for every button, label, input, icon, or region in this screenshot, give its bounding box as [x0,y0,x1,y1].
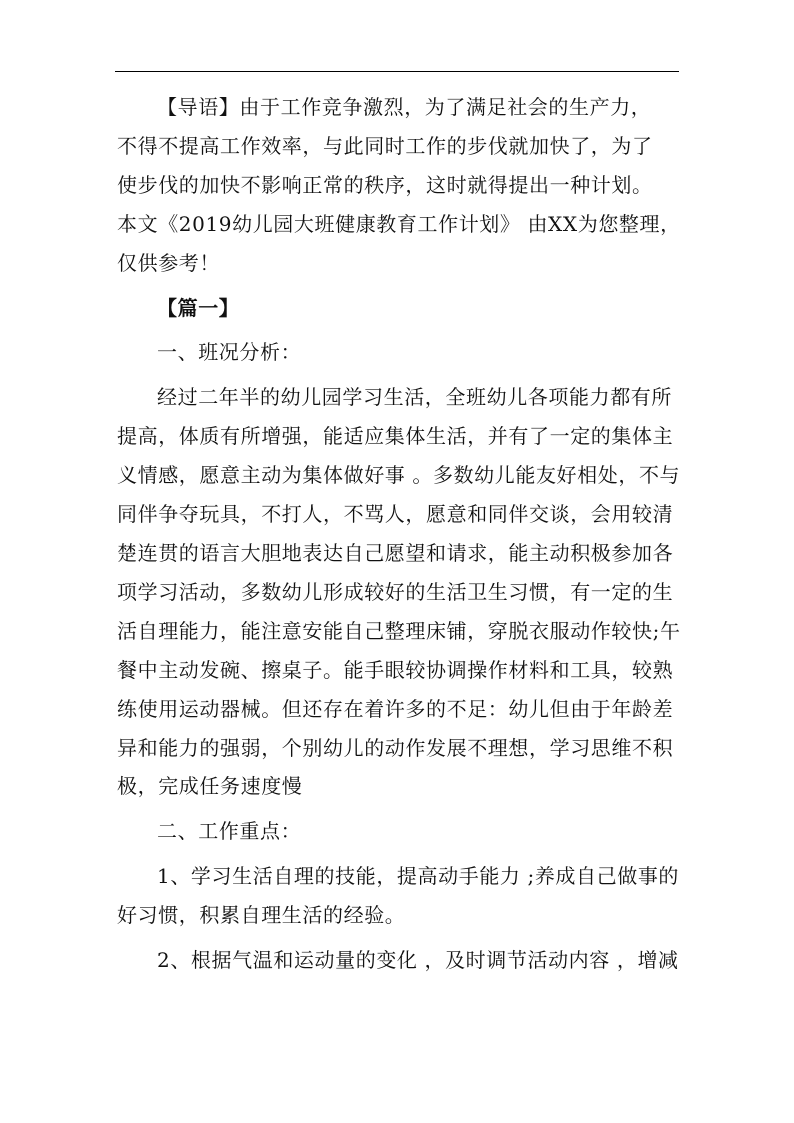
intro-line-1: 【导语】由于工作竞争激烈，为了满足社会的生产力， [157,95,652,119]
heading-work-focus: 二、工作重点： [157,819,302,844]
work-point-2: 2、根据气温和运动量的变化 ，及时调节活动内容 ，增减 [157,948,679,973]
intro-line-5: 仅供参考！ [117,250,220,275]
intro-lead-bracket: 【导语】 [157,95,240,119]
document-body [117,88,689,986]
intro-paragraph [117,88,689,283]
intro-line-2: 不得不提高工作效率，与此同时工作的步伐就加快了，为了 [117,133,653,158]
section-title: 【篇一】 [157,295,240,320]
analysis-paragraph: 经过二年半的幼儿园学习生活，全班幼儿各项能力都有所提高，体质有所增强，能适应集体生活，并有了一定的集体主义情感，愿意主动为集体做好事 。多数幼儿能友好相处，不与同伴争夺玩具，不打人，不骂人，愿意和同伴交谈，会用较清楚连贯的语言大胆地表达自己愿望和请求，能主动积极参加各项学习活动，多数幼儿形成较好的生活卫生习惯，有一定的生活自理能力，能注意安能自己整理床铺，穿脱衣服动作较快;午餐中主动发碗、擦桌子。能手眼较协调操作材料和工具，较熟练使用运动器械。但还存在着许多的不足：幼儿但由于年龄差异和能力的强弱，个别幼儿的动作发展不理想，学习思维不积极，完成任务速度慢 [117,385,681,799]
header-rule [115,71,679,72]
work-point-1: 1、学习生活自理的技能，提高动手能力 ;养成自己做事的好习惯，积累自理生活的经验。 [117,864,680,928]
intro-line-4: 本文《2019幼儿园大班健康教育工作计划》 由XX为您整理， [117,211,681,236]
intro-line-3: 使步伐的加快不影响正常的秩序，这时就得提出一种计划。 [117,172,653,197]
heading-class-analysis: 一、班况分析： [157,340,302,365]
